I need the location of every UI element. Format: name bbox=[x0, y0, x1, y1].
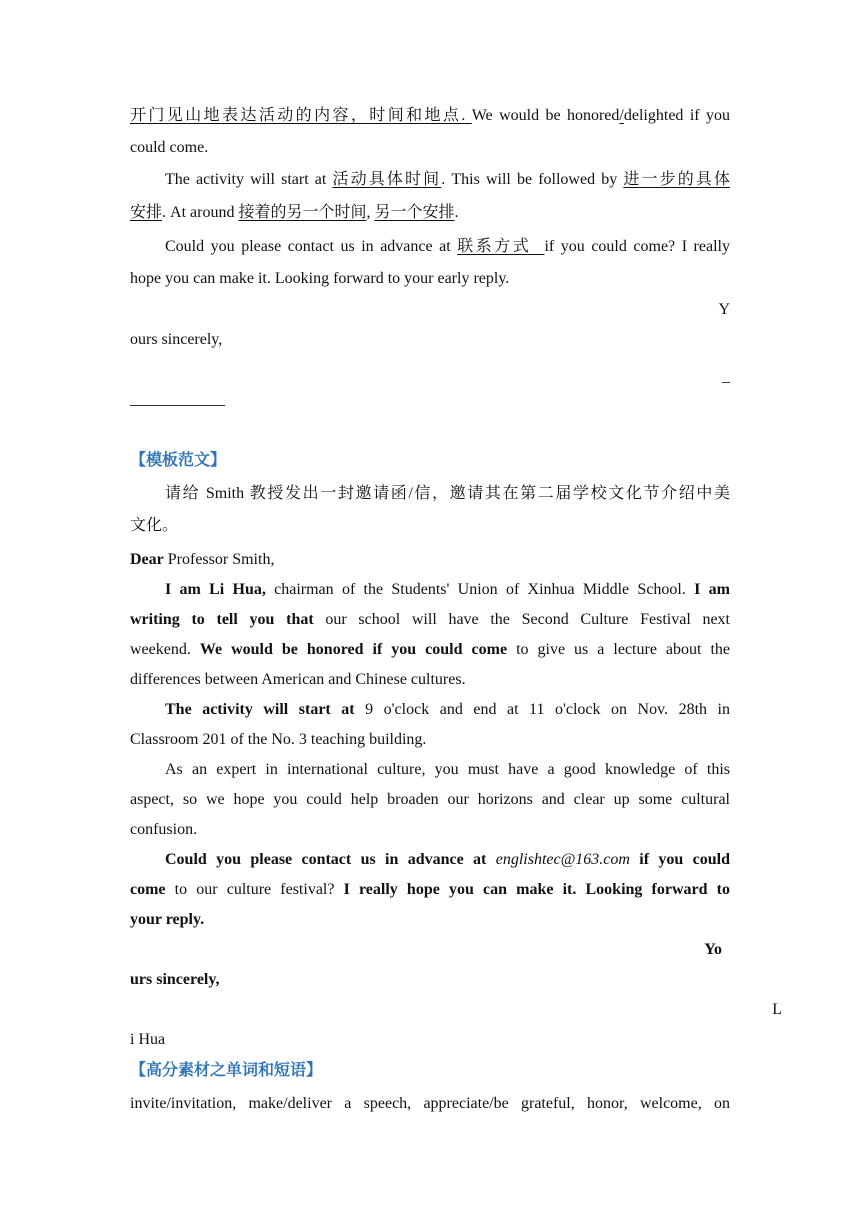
sample-p1-line-1: I am Li Hua, chairman of the Students' Union of Xinhua Middle School. I am bbox=[165, 581, 730, 598]
template-line-5: Could you please contact us in advance at 联系方式 if you could come? I really bbox=[165, 238, 730, 255]
sample-p1-line-2: writing to tell you that our school will have the Second Culture Festival next bbox=[130, 611, 731, 628]
sample-closing-yo: Yo bbox=[704, 941, 722, 958]
sample-closing-rest: urs sincerely, bbox=[130, 971, 220, 988]
template-closing-y: Y bbox=[718, 301, 730, 318]
sample-p3-line-3: confusion. bbox=[130, 821, 198, 838]
sample-p4-line-2: come to our culture festival? I really hope you can make it. Looking forward to bbox=[130, 881, 731, 898]
placeholder-time: 活动具体时间 bbox=[332, 171, 442, 188]
contact-email: englishtec@163.com bbox=[495, 851, 630, 868]
template-closing-rest: ours sincerely, bbox=[130, 331, 223, 348]
placeholder-contact: 联系方式 bbox=[457, 238, 545, 255]
placeholder-next-time: 接着的另一个时间 bbox=[238, 204, 367, 221]
vocab-line-1: invite/invitation, make/deliver a speech, appreciate/be grateful, honor, welcome, on bbox=[130, 1095, 730, 1112]
sample-heading: 【模板范文】 bbox=[130, 450, 227, 469]
sample-p2-line-1: The activity will start at 9 o'clock and end at 11 o'clock on Nov. 28th in bbox=[165, 701, 731, 718]
sample-p2-line-2: Classroom 201 of the No. 3 teaching building. bbox=[130, 731, 427, 748]
sample-p4-line-1: Could you please contact us in advance at englishtec@163.com if you could bbox=[165, 851, 730, 868]
sample-prompt-line-1: 请给 Smith 教授发出一封邀请函/信，邀请其在第二届学校文化节介绍中美 bbox=[165, 485, 730, 502]
sample-p1-line-4: differences between American and Chinese cultures. bbox=[130, 671, 466, 688]
template-line-2: could come. bbox=[130, 139, 209, 156]
signature-rule bbox=[130, 405, 225, 406]
vocab-heading: 【高分素材之单词和短语】 bbox=[130, 1060, 323, 1079]
template-line-4: 安排. At around 接着的另一个时间, 另一个安排. bbox=[130, 204, 459, 221]
placeholder-next-arrangement: 另一个安排 bbox=[374, 204, 455, 221]
salutation: Dear Professor Smith, bbox=[130, 551, 275, 568]
template-line-3: The activity will start at 活动具体时间. This will be followed by 进一步的具体 bbox=[165, 171, 730, 188]
sample-p3-line-1: As an expert in international culture, you must have a good knowledge of this bbox=[165, 761, 730, 778]
sample-sign-rest: i Hua bbox=[130, 1031, 166, 1048]
sample-prompt-line-2: 文化。 bbox=[130, 517, 179, 534]
placeholder-activity-content: 开门见山地表达活动的内容，时间和地点. bbox=[130, 107, 472, 124]
sample-p1-line-3: weekend. We would be honored if you could come to give us a lecture about the bbox=[130, 641, 731, 658]
sample-sign-l: L bbox=[772, 1001, 782, 1018]
template-line-1: 开门见山地表达活动的内容，时间和地点. We would be honored/delighted if you bbox=[130, 107, 731, 124]
placeholder-arrangement: 进一步的具体 bbox=[623, 171, 730, 188]
sample-p4-line-3: your reply. bbox=[130, 911, 205, 928]
template-signature-dash: _ bbox=[722, 368, 730, 385]
template-line-6: hope you can make it. Looking forward to your early reply. bbox=[130, 270, 510, 287]
sample-p3-line-2: aspect, so we hope you could help broaden our horizons and clear up some cultural bbox=[130, 791, 730, 808]
